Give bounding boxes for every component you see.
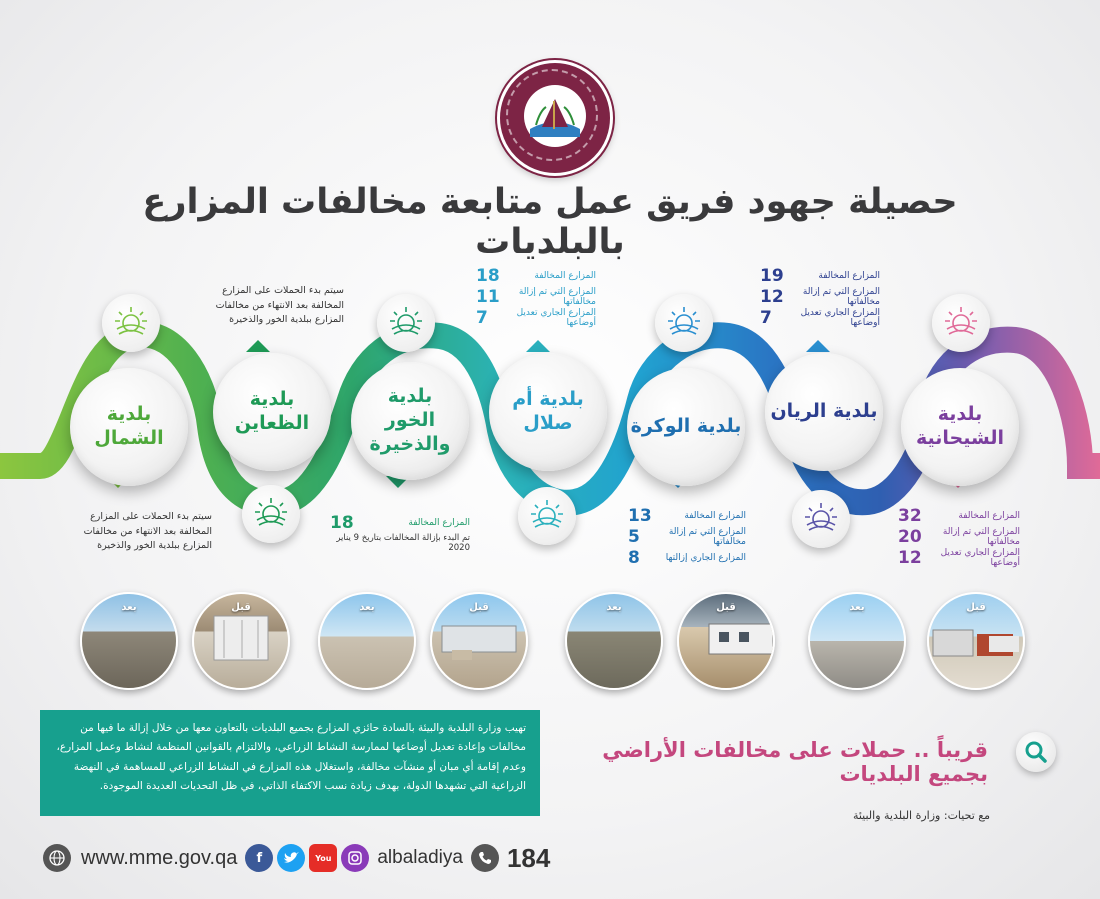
municipality-name: بلدية الظعاين <box>234 388 310 434</box>
note-daayen: سيتم بدء الحملات على المزارع المخالفة بعد الانتهاء من مخالفات المزارع ببلدية الخور والذخيرة <box>215 285 344 326</box>
municipality-name: بلدية أم صلال <box>512 388 584 434</box>
stat-value: 13 <box>628 505 652 526</box>
photo-label: بعد <box>849 602 865 613</box>
globe-icon[interactable] <box>43 844 71 872</box>
stat-value: 18 <box>476 265 500 286</box>
stat-label: المزارع التي تم إزالة مخالفاتها <box>668 526 746 547</box>
stat-value: 5 <box>628 526 640 547</box>
stat-value: 20 <box>898 526 922 547</box>
photo-label: قبل <box>469 602 489 613</box>
stat-value: 18 <box>330 512 354 533</box>
photo-before <box>192 592 290 690</box>
photo-label: قبل <box>231 602 251 613</box>
photo-before <box>430 592 528 690</box>
stat-value: 12 <box>898 547 922 568</box>
stat-label: المزارع الجاري إزالتها <box>665 552 746 563</box>
logo-emblem <box>524 85 586 147</box>
note-shamal: سيتم بدء الحملات على المزارع المخالفة بعد الانتهاء من مخالفات المزارع ببلدية الخور والذخيرة <box>83 511 212 552</box>
photo-label: بعد <box>606 602 622 613</box>
website-link[interactable]: www.mme.gov.qa <box>81 846 238 869</box>
photo-after <box>318 592 416 690</box>
credit-text: مع تحيات: وزارة البلدية والبيئة <box>852 809 990 822</box>
search-icon <box>1016 732 1056 772</box>
farm-icon <box>377 294 435 352</box>
municipality-name: بلدية الشيحانية <box>916 403 1004 449</box>
photo-label: بعد <box>359 602 375 613</box>
photo-before <box>927 592 1025 690</box>
stat-label: المزارع المخالفة <box>958 510 1020 521</box>
municipality-name: بلدية الوكرة <box>630 415 742 438</box>
circle-rayyan <box>765 353 883 471</box>
stat-label: المزارع المخالفة <box>408 517 470 528</box>
social-handle[interactable]: albaladiya <box>377 847 463 868</box>
farm-icon <box>242 485 300 543</box>
photo-label: قبل <box>966 602 986 613</box>
stat-label: المزارع المخالفة <box>534 270 596 281</box>
stats-wakra <box>628 505 746 568</box>
stats-shahaniya <box>898 505 1020 568</box>
photo-before <box>677 592 775 690</box>
stat-value: 12 <box>760 286 784 307</box>
circle-shahaniya <box>901 368 1019 486</box>
facebook-icon[interactable]: f <box>245 844 273 872</box>
stats-khor <box>330 512 470 553</box>
farm-icon <box>792 490 850 548</box>
photo-after <box>808 592 906 690</box>
circle-wakra <box>627 368 745 486</box>
photo-after <box>565 592 663 690</box>
farm-icon <box>102 294 160 352</box>
municipality-name-line2: الخور والذخيرة <box>369 409 451 455</box>
info-text-box: تهيب وزارة البلدية والبيئة بالسادة حائزي المزارع بجميع البلديات بالتعاون معها من خلال إزالة ما فيها من مخالفات وإعادة تعديل أوضاعها لممارسة النشاط الزراعي، والالتزام بالقوانين المنظمة لنشاط وعمل المزارع، وعدم إقامة أي مبان أو منشآت مخالفة، واستغلال هذه المزارع في النشاط الزراعي للمساهمة في النهضة الزراعية التي تشهدها الدولة، بهدف زيادة نسب الاكتفاء الذاتي، في ظل التحديات العديدة الموجودة. <box>40 710 540 816</box>
youtube-icon[interactable]: You <box>309 844 337 872</box>
stat-label: المزارع التي تم إزالة مخالفاتها <box>518 286 596 307</box>
photo-label: قبل <box>716 602 736 613</box>
stat-label: المزارع المخالفة <box>684 510 746 521</box>
farm-icon <box>655 294 713 352</box>
stat-label: المزارع التي تم إزالة مخالفاتها <box>942 526 1020 547</box>
hotline-number[interactable]: 184 <box>506 842 551 873</box>
stat-value: 8 <box>628 547 640 568</box>
instagram-icon[interactable] <box>341 844 369 872</box>
page-title: حصيلة جهود فريق عمل متابعة مخالفات المزارع بالبلديات <box>142 182 958 262</box>
stat-label: المزارع التي تم إزالة مخالفاتها <box>802 286 880 307</box>
footer-bar <box>43 840 550 876</box>
municipality-name-line1: بلدية <box>387 385 433 408</box>
circle-khor <box>351 362 469 480</box>
stat-value: 19 <box>760 265 784 286</box>
stat-value: 7 <box>760 307 772 328</box>
photo-after <box>80 592 178 690</box>
stats-umm-salal <box>476 265 596 328</box>
stat-label: المزارع الجاري تعديل أوضاعها <box>516 307 596 328</box>
twitter-icon[interactable] <box>277 844 305 872</box>
stats-rayyan <box>760 265 880 328</box>
photo-label: بعد <box>121 602 137 613</box>
stat-value: 7 <box>476 307 488 328</box>
stat-value: 32 <box>898 505 922 526</box>
stat-label: المزارع الجاري تعديل أوضاعها <box>800 307 880 328</box>
farm-icon <box>518 487 576 545</box>
stat-label: المزارع المخالفة <box>818 270 880 281</box>
ministry-logo <box>497 60 613 176</box>
coming-soon-text: قريباً .. حملات على مخالفات الأراضي بجميع البلديات <box>602 738 988 786</box>
stat-label: المزارع الجاري تعديل أوضاعها <box>940 547 1020 568</box>
farm-icon <box>932 294 990 352</box>
circle-shamal <box>70 368 188 486</box>
circle-daayen <box>213 353 331 471</box>
circle-umm-salal <box>489 353 607 471</box>
stat-value: 11 <box>476 286 500 307</box>
municipality-name: بلدية الريان <box>770 400 878 423</box>
municipality-name: بلدية الشمال <box>94 403 164 449</box>
phone-icon[interactable] <box>471 844 499 872</box>
stat-note: تم البدء بإزالة المخالفات بتاريخ 9 يناير 2020 <box>336 533 470 553</box>
